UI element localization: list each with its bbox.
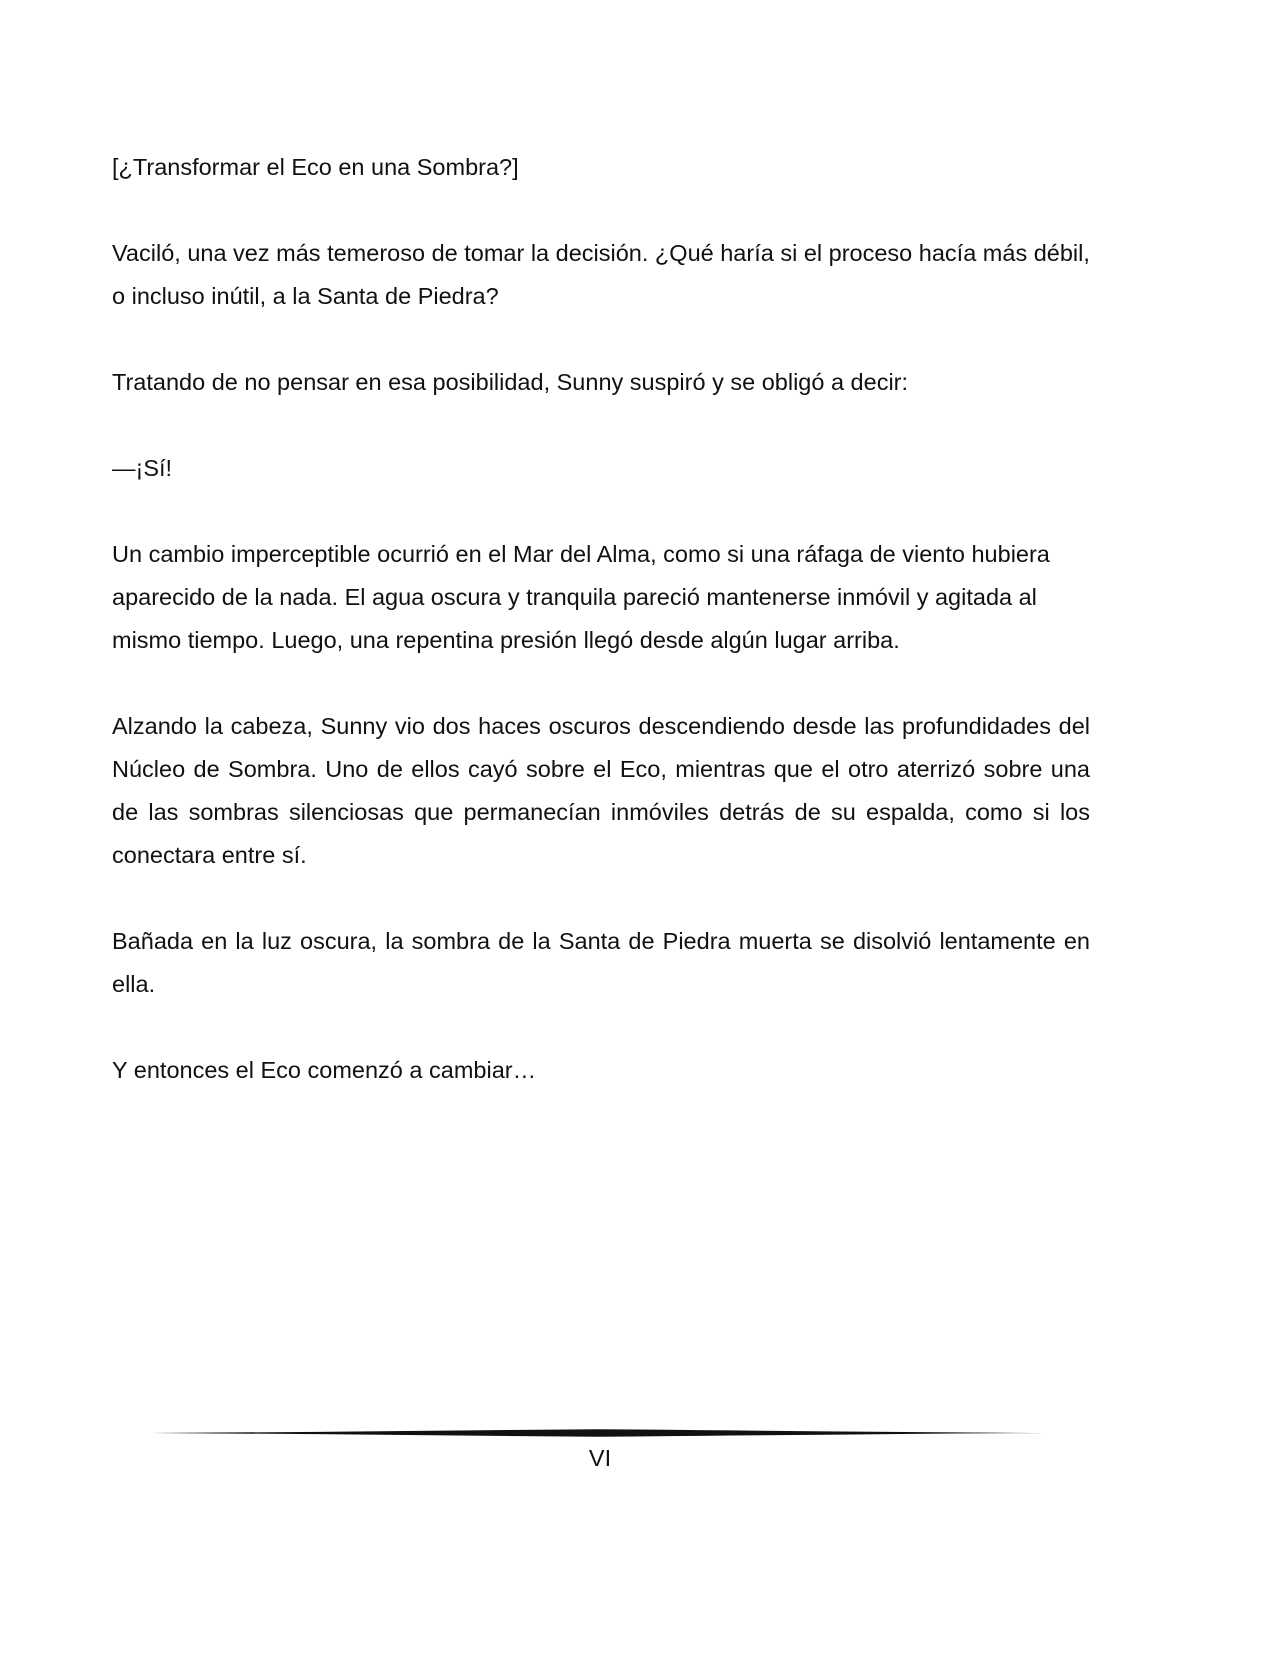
paragraph: Alzando la cabeza, Sunny vio dos haces oscuros descendiendo desde las profundidades del Núcleo de Sombra. Uno de ellos cayó sobre el Eco, mientras que el otro aterrizó sobre una de las sombras silenciosas que permanecían inmóviles detrás de su espalda, como si los conectara entre sí. bbox=[112, 713, 1090, 868]
paragraph: Vaciló, una vez más temeroso de tomar la decisión. ¿Qué haría si el proceso hacía más débil, o incluso inútil, a la Santa de Piedra? bbox=[112, 240, 1090, 309]
paragraph: Un cambio imperceptible ocurrió en el Mar del Alma, como si una ráfaga de viento hubiera aparecido de la nada. El agua oscura y tranquila pareció mantenerse inmóvil y agitada al mismo tiempo. Luego, una repentina presión llegó desde algún lugar arriba. bbox=[112, 541, 1050, 653]
paragraph: Y entonces el Eco comenzó a cambiar… bbox=[112, 1057, 537, 1083]
system-prompt-line: [¿Transformar el Eco en una Sombra?] bbox=[112, 154, 519, 180]
footer-divider bbox=[150, 1425, 1045, 1441]
paragraph: Tratando de no pensar en esa posibilidad, Sunny suspiró y se obligó a decir: bbox=[112, 369, 909, 395]
dialogue-line: —¡Sí! bbox=[112, 455, 173, 481]
body-text bbox=[112, 146, 1090, 1135]
paragraph: Bañada en la luz oscura, la sombra de la Santa de Piedra muerta se disolvió lentamente en ella. bbox=[112, 928, 1090, 997]
page-number: VI bbox=[588, 1445, 612, 1471]
